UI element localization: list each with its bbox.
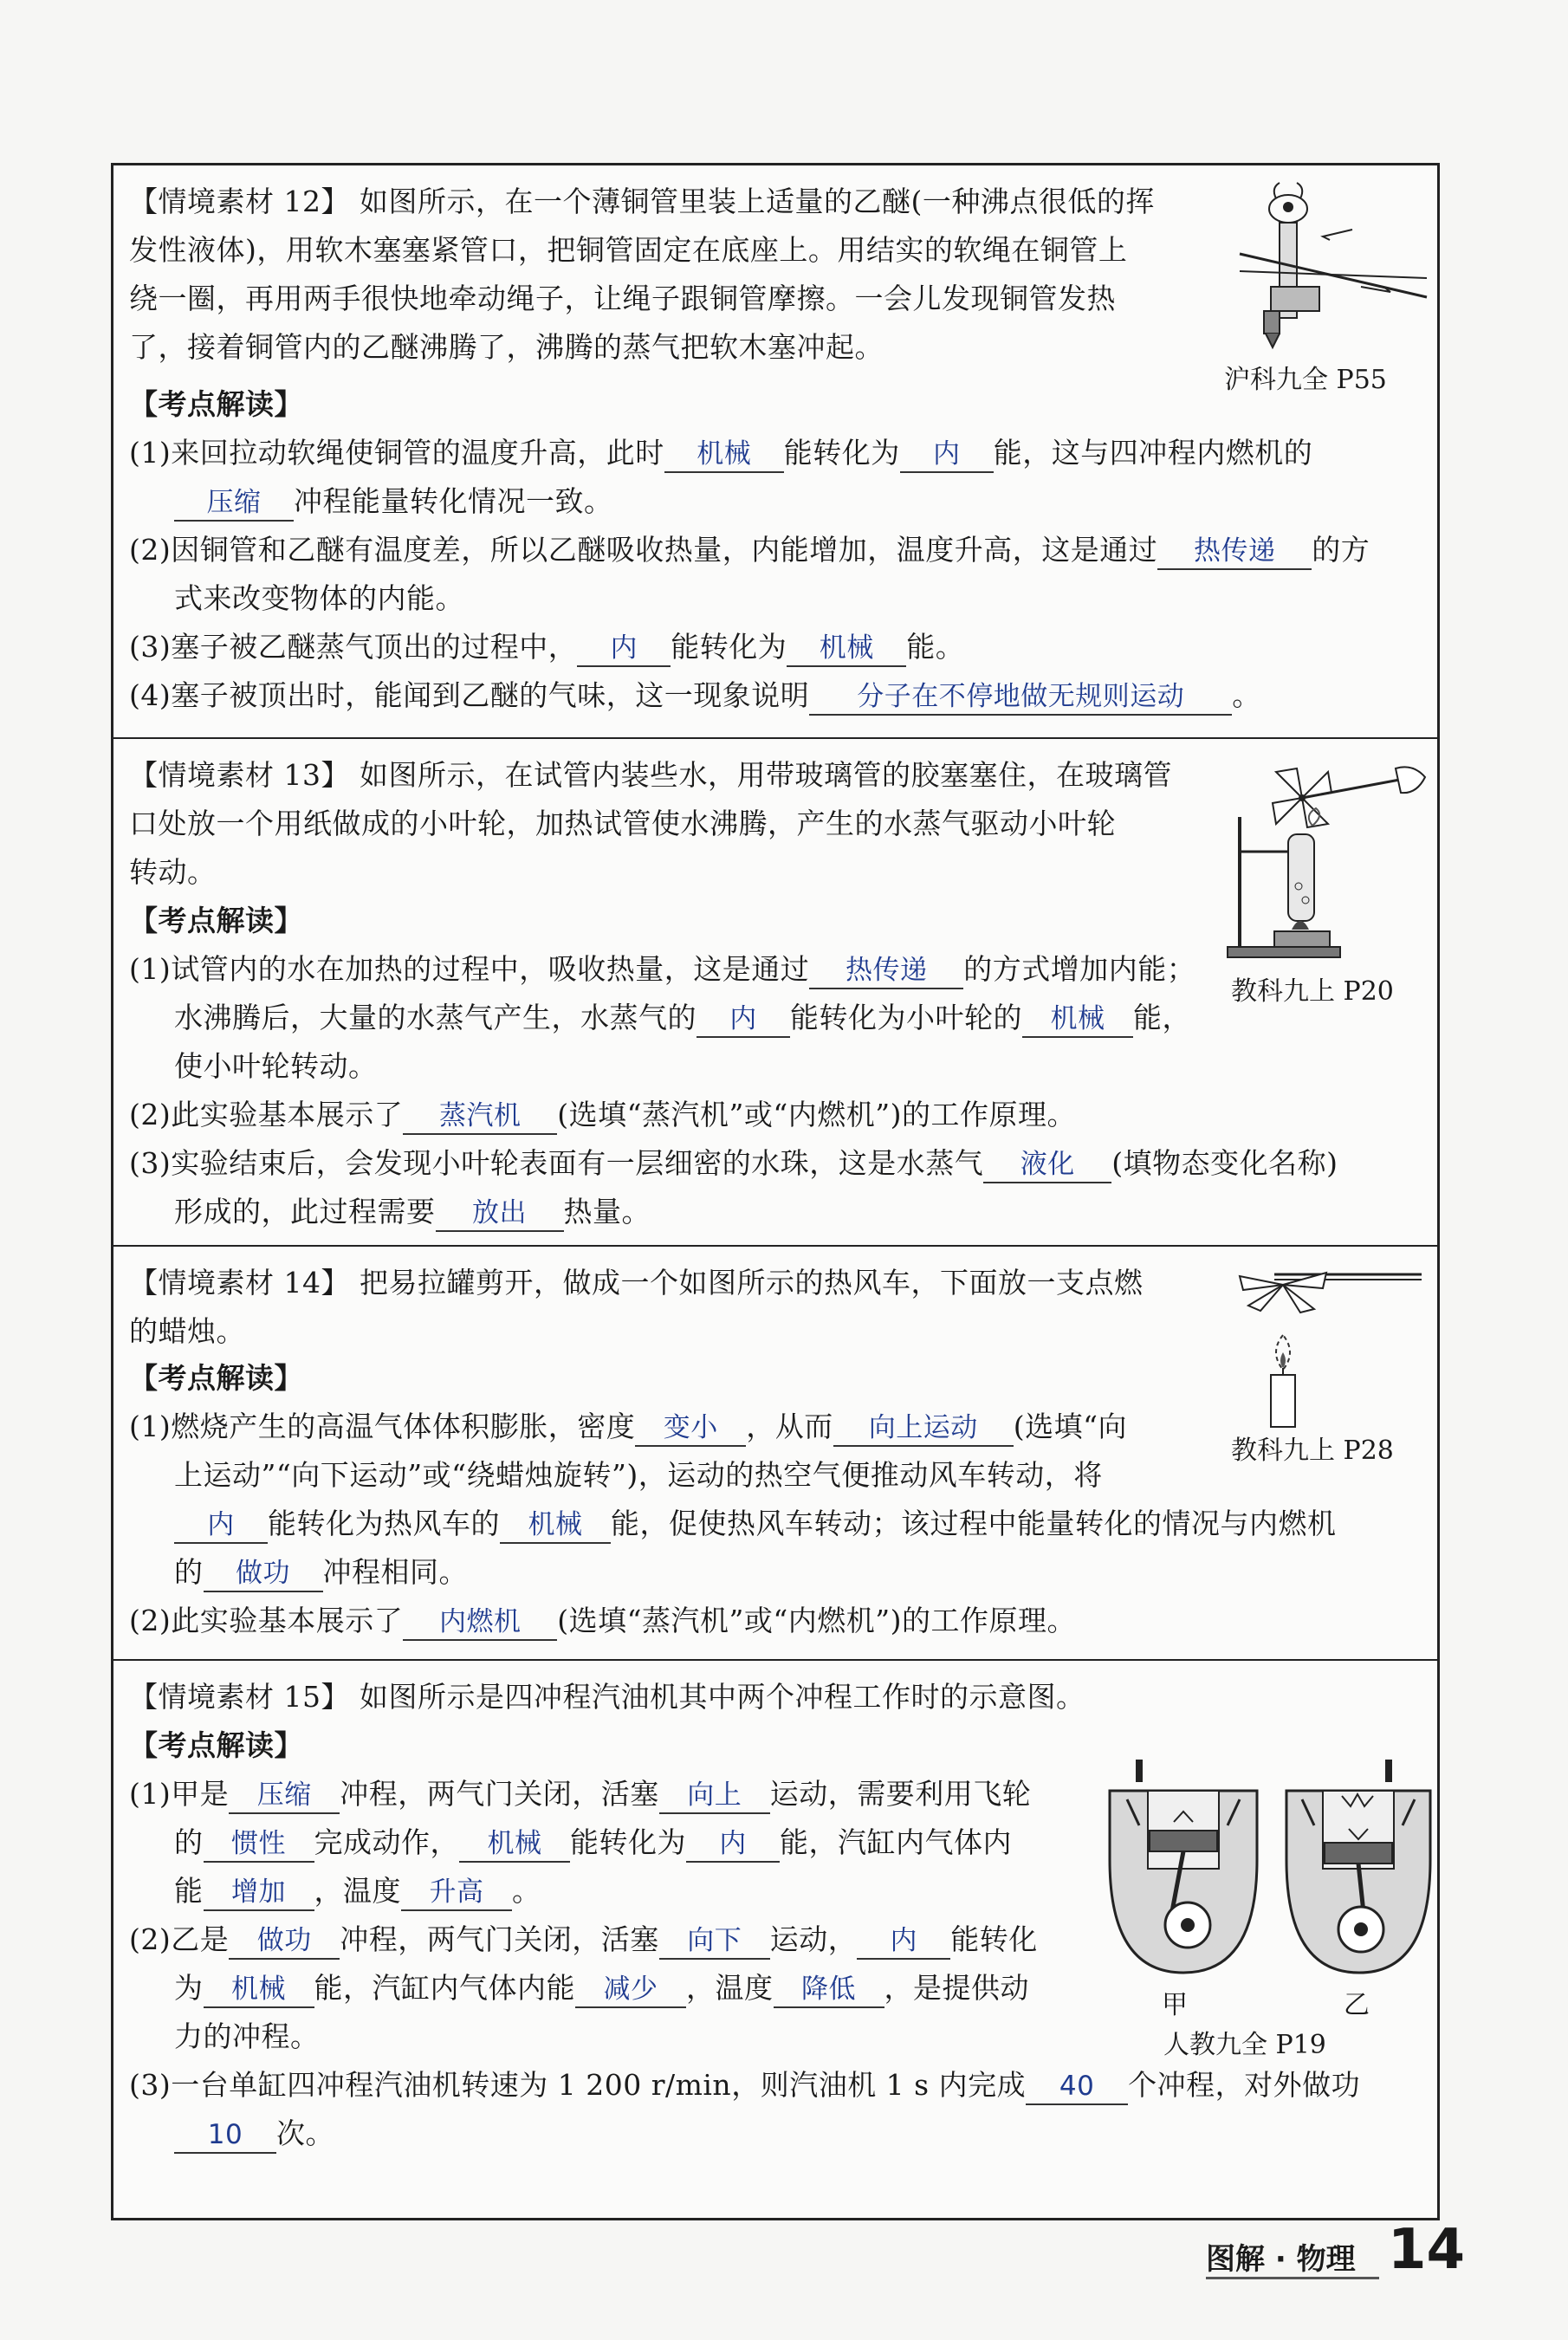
footer-book-title: 图解 · 物理: [1206, 2242, 1356, 2277]
s15-q3-line-2: 10 次。: [174, 2115, 334, 2154]
s12-heading: 【考点解读】: [129, 387, 303, 421]
answer-blank: 内: [577, 631, 671, 667]
engine-yi-figure: [1281, 1756, 1437, 1981]
section-13: [113, 739, 1437, 1243]
section-14: [113, 1247, 1437, 1657]
answer-blank: 内: [900, 437, 994, 473]
copper-tube-figure: [1222, 174, 1430, 356]
answer-blank: 40: [1026, 2069, 1128, 2105]
s14-q1-line-1: (1)燃烧产生的高温气体体积膨胀，密度 变小 ，从而 向上运动 (选填“向: [129, 1408, 1127, 1447]
pinwheel-steam-figure: [1222, 748, 1430, 964]
s13-q1-line-2: 水沸腾后，大量的水蒸气产生，水蒸气的 内 能转化为小叶轮的 机械 能，: [174, 999, 1191, 1038]
answer-blank: 增加: [204, 1875, 314, 1911]
answer-blank: 10: [174, 2117, 276, 2154]
answer-blank: 压缩: [174, 485, 294, 522]
s13-heading: 【考点解读】: [129, 904, 303, 937]
engine-jia-figure: [1101, 1756, 1266, 1981]
s12-intro-line-2: 发性液体)，用软木塞塞紧管口，把铜管固定在底座上。用结实的软绳在铜管上: [129, 233, 1128, 267]
s14-intro-line-1: 【情境素材 14】 把易拉罐剪开，做成一个如图所示的热风车，下面放一支点燃: [129, 1266, 1144, 1300]
s15-q1-line-1: (1)甲是 压缩 冲程，两气门关闭，活塞 向上 运动，需要利用飞轮: [129, 1775, 1031, 1814]
s13-q2: (2)此实验基本展示了 蒸汽机 (选填“蒸汽机”或“内燃机”)的工作原理。: [129, 1096, 1076, 1135]
answer-blank: 减少: [575, 1972, 686, 2008]
s13-figure-caption: 教科九上 P20: [1231, 976, 1394, 1007]
answer-blank: 机械: [787, 631, 906, 667]
answer-blank: 向上: [659, 1778, 770, 1814]
answer-blank: 热传递: [809, 953, 963, 989]
answer-blank: 热传递: [1157, 534, 1312, 570]
section-15: [113, 1661, 1437, 2220]
s14-q1-line-4: 的 做功 冲程相同。: [174, 1553, 468, 1592]
s13-q3-line-1: (3)实验结束后，会发现小叶轮表面有一层细密的水珠，这是水蒸气 液化 (填物态变化名称): [129, 1144, 1338, 1183]
s12-q1-line-2: 压缩 冲程能量转化情况一致。: [174, 483, 613, 522]
s12-q4: (4)塞子被顶出时，能闻到乙醚的气味，这一现象说明 分子在不停地做无规则运动 。: [129, 677, 1261, 716]
s15-q1-line-3: 能 增加 ，温度 升高 。: [174, 1872, 541, 1911]
s15-q2-line-1: (2)乙是 做功 冲程，两气门关闭，活塞 向下 运动， 内 能转化: [129, 1921, 1038, 1960]
answer-blank: 放出: [436, 1196, 564, 1232]
answer-blank: 变小: [635, 1410, 746, 1447]
s12-intro-line-4: 了，接着铜管内的乙醚沸腾了，沸腾的蒸气把软木塞冲起。: [129, 330, 884, 364]
answer-blank: 分子在不停地做无规则运动: [809, 679, 1232, 716]
answer-blank: 升高: [401, 1875, 512, 1911]
answer-blank: 机械: [204, 1972, 314, 2008]
s15-figure-caption: 人教九全 P19: [1163, 2030, 1326, 2060]
s12-q2-line-2: 式来改变物体的内能。: [174, 581, 464, 615]
s14-intro-line-2: 的蜡烛。: [129, 1314, 245, 1348]
s15-q2-line-2: 为 机械 能，汽缸内气体内能 减少 ，温度 降低 ，是提供动: [174, 1969, 1029, 2008]
s14-q1-line-3: 内 能转化为热风车的 机械 能，促使热风车转动；该过程中能量转化的情况与内燃机: [174, 1505, 1337, 1544]
answer-blank: 机械: [664, 437, 784, 473]
s13-q3-line-2: 形成的，此过程需要 放出 热量。: [174, 1193, 651, 1232]
s13-q1-line-3: 使小叶轮转动。: [174, 1049, 378, 1083]
answer-blank: 做功: [229, 1923, 340, 1960]
s15-intro: 【情境素材 15】 如图所示是四冲程汽油机其中两个冲程工作时的示意图。: [129, 1680, 1085, 1714]
s12-intro-line-1: 【情境素材 12】 如图所示，在一个薄铜管里装上适量的乙醚(一种沸点很低的挥: [129, 185, 1155, 218]
s15-q1-line-2: 的 惯性 完成动作， 机械 能转化为 内 能，汽缸内气体内: [174, 1824, 1012, 1863]
s14-q2: (2)此实验基本展示了 内燃机 (选填“蒸汽机”或“内燃机”)的工作原理。: [129, 1602, 1076, 1641]
answer-blank: 惯性: [204, 1826, 314, 1863]
s12-intro-line-3: 绕一圈，再用两手很快地牵动绳子，让绳子跟铜管摩擦。一会儿发现铜管发热: [129, 282, 1116, 315]
answer-blank: 内: [174, 1507, 268, 1544]
footer-underline: [1206, 2277, 1379, 2279]
s12-q1-line-1: (1)来回拉动软绳使铜管的温度升高，此时 机械 能转化为 内 能，这与四冲程内燃机的: [129, 434, 1312, 473]
s13-intro-line-3: 转动。: [129, 855, 217, 889]
content-frame: [111, 163, 1440, 2220]
answer-blank: 内: [857, 1923, 950, 1960]
answer-blank: 压缩: [229, 1778, 340, 1814]
engine-yi-label: 乙: [1344, 1990, 1370, 2020]
answer-blank: 内: [697, 1001, 790, 1038]
answer-blank: 降低: [774, 1972, 884, 2008]
s13-intro-line-1: 【情境素材 13】 如图所示，在试管内装些水，用带玻璃管的胶塞塞住，在玻璃管: [129, 758, 1172, 792]
answer-blank: 液化: [983, 1147, 1111, 1183]
answer-blank: 做功: [204, 1556, 323, 1592]
s15-heading: 【考点解读】: [129, 1728, 303, 1762]
answer-blank: 内燃机: [403, 1604, 557, 1641]
s12-q3: (3)塞子被乙醚蒸气顶出的过程中， 内 能转化为 机械 能。: [129, 628, 964, 667]
s13-intro-line-2: 口处放一个用纸做成的小叶轮，加热试管使水沸腾，产生的水蒸气驱动小叶轮: [129, 807, 1116, 840]
engine-jia-label: 甲: [1162, 1990, 1188, 2020]
answer-blank: 机械: [1022, 1001, 1133, 1038]
s13-q1-line-1: (1)试管内的水在加热的过程中，吸收热量，这是通过 热传递 的方式增加内能；: [129, 950, 1195, 989]
s14-q1-line-2: 上运动”“向下运动”或“绕蜡烛旋转”)，运动的热空气便推动风车转动，将: [174, 1458, 1103, 1492]
answer-blank: 机械: [459, 1826, 570, 1863]
s15-q3-line-1: (3)一台单缸四冲程汽油机转速为 1 200 r/min，则汽油机 1 s 内完成 40 个冲程，对外做功: [129, 2066, 1360, 2105]
answer-blank: 向下: [659, 1923, 770, 1960]
s14-figure-caption: 教科九上 P28: [1231, 1436, 1394, 1466]
answer-blank: 内: [686, 1826, 780, 1863]
hot-air-pinwheel-figure: [1231, 1257, 1430, 1430]
answer-blank: 机械: [500, 1507, 611, 1544]
answer-blank: 向上运动: [833, 1410, 1014, 1447]
s15-q2-line-3: 力的冲程。: [174, 2019, 320, 2053]
page-number: 14: [1388, 2218, 1466, 2282]
section-12: [113, 165, 1437, 737]
s14-heading: 【考点解读】: [129, 1361, 303, 1395]
answer-blank: 蒸汽机: [403, 1099, 557, 1135]
s12-q2-line-1: (2)因铜管和乙醚有温度差，所以乙醚吸收热量，内能增加，温度升高，这是通过 热传递 的方: [129, 531, 1370, 570]
s12-figure-caption: 沪科九全 P55: [1224, 365, 1387, 395]
